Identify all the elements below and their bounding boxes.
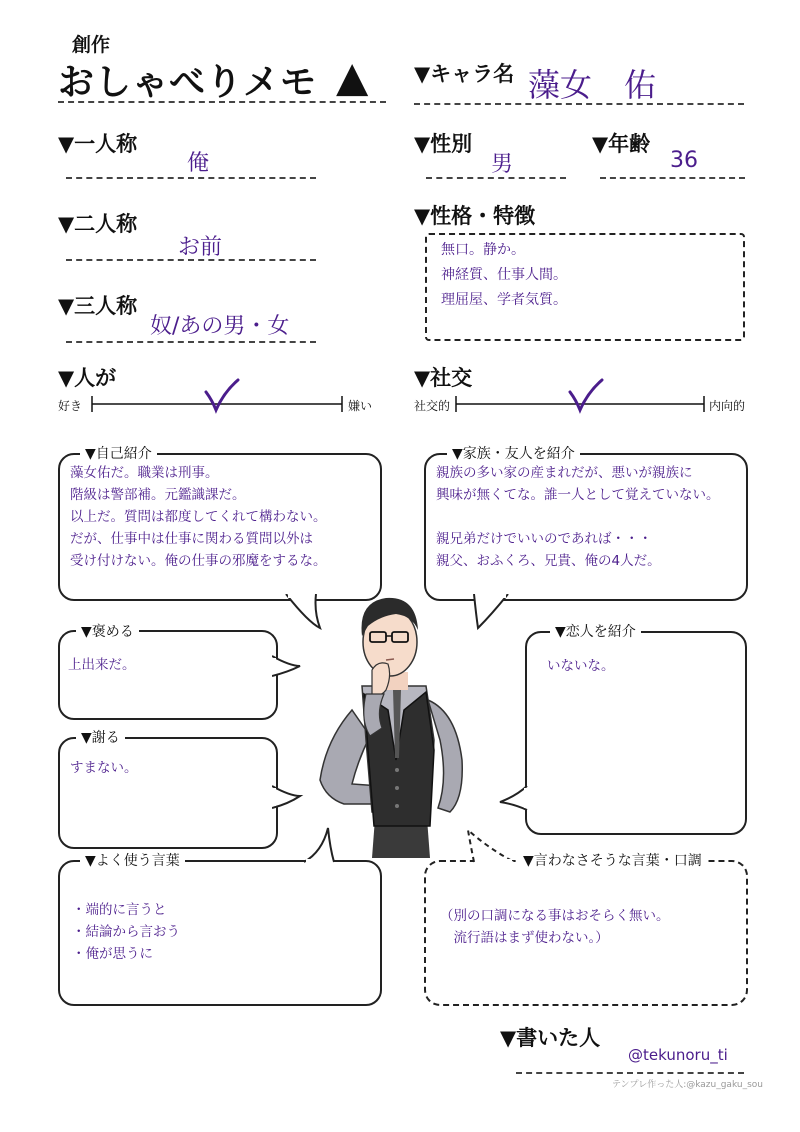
- never-say-caption: ▼言わなさそうな言葉・口調: [518, 850, 707, 870]
- header-subtitle: 創作: [72, 34, 111, 56]
- template-credit: テンプレ作った人:@kazu_gaku_sou: [612, 1080, 763, 1090]
- praise-text: 上出来だ。: [68, 657, 136, 673]
- intro-caption: ▼自己紹介: [80, 443, 157, 463]
- personality-text: 無口。静か。 神経質、仕事人間。 理屈屋、学者気質。: [441, 242, 567, 308]
- people-scale-label: ▼人が: [58, 366, 117, 390]
- lover-caption: ▼恋人を紹介: [550, 621, 641, 641]
- character-name: 藻女 佑: [528, 66, 657, 104]
- people-scale-check-icon: [206, 380, 238, 410]
- social-scale-check-icon: [570, 380, 602, 410]
- intro-text: 藻女佑だ。職業は刑事。 階級は警部補。元鑑識課だ。 以上だ。質問は都度してくれて構わない。 だが、仕事中は仕事に関わる質問以外は 受け付けない。俺の仕事の邪魔をするな。: [70, 465, 327, 569]
- praise-caption: ▼褒める: [76, 621, 139, 641]
- people-scale-bar: [88, 378, 346, 418]
- age-underline: [600, 177, 745, 179]
- title-triangle-icon: ▲: [336, 52, 369, 101]
- age-label: ▼年齢: [592, 132, 651, 156]
- name-underline: [414, 103, 744, 105]
- apology-text: すまない。: [70, 760, 138, 776]
- page-title: おしゃべりメモ: [58, 62, 318, 103]
- third-person-label: ▼三人称: [58, 294, 138, 318]
- first-person-underline: [66, 177, 316, 179]
- apology-bubble: [58, 737, 278, 849]
- third-person-underline: [66, 341, 316, 343]
- never-say-text: （別の口調になる事はおそらく無い。 流行語はまず使わない。）: [440, 908, 670, 946]
- second-person-value: お前: [178, 235, 223, 260]
- author-handle: @tekunoru_ti: [628, 1046, 728, 1064]
- first-person-label: ▼一人称: [58, 132, 138, 156]
- gender-value: 男: [491, 152, 514, 177]
- social-scale-right: 内向的: [709, 399, 746, 413]
- people-scale-right: 嫌い: [348, 399, 373, 413]
- gender-label: ▼性別: [414, 132, 473, 156]
- third-person-value: 奴/あの男・女: [150, 314, 290, 339]
- lover-bubble-tail: [498, 782, 528, 812]
- gender-underline: [426, 177, 566, 179]
- phrases-text: ・端的に言うと ・結論から言おう ・俺が思うに: [72, 902, 180, 962]
- family-text: 親族の多い家の産まれだが、悪いが親族に 興味が無くてな。誰一人として覚えていない。 親兄弟だけでいいのであれば・・・ 親父、おふくろ、兄貴、俺の4人だ。: [436, 465, 720, 569]
- name-label: ▼キャラ名: [414, 62, 515, 86]
- author-label: ▼書いた人: [500, 1026, 601, 1050]
- people-scale-left: 好き: [58, 399, 83, 413]
- lover-text: いないな。: [547, 658, 615, 674]
- character-illustration: [300, 590, 480, 858]
- second-person-label: ▼二人称: [58, 212, 138, 236]
- personality-label: ▼性格・特徴: [414, 204, 536, 228]
- title-underline: [58, 101, 386, 103]
- apology-caption: ▼謝る: [76, 727, 125, 747]
- phrases-caption: ▼よく使う言葉: [80, 850, 185, 870]
- social-scale-label: ▼社交: [414, 366, 473, 390]
- author-underline: [516, 1072, 744, 1074]
- social-scale-bar: [452, 378, 708, 418]
- family-caption: ▼家族・友人を紹介: [447, 443, 580, 463]
- second-person-underline: [66, 259, 316, 261]
- first-person-value: 俺: [187, 151, 210, 176]
- age-value: 36: [670, 148, 698, 173]
- social-scale-left: 社交的: [414, 399, 451, 413]
